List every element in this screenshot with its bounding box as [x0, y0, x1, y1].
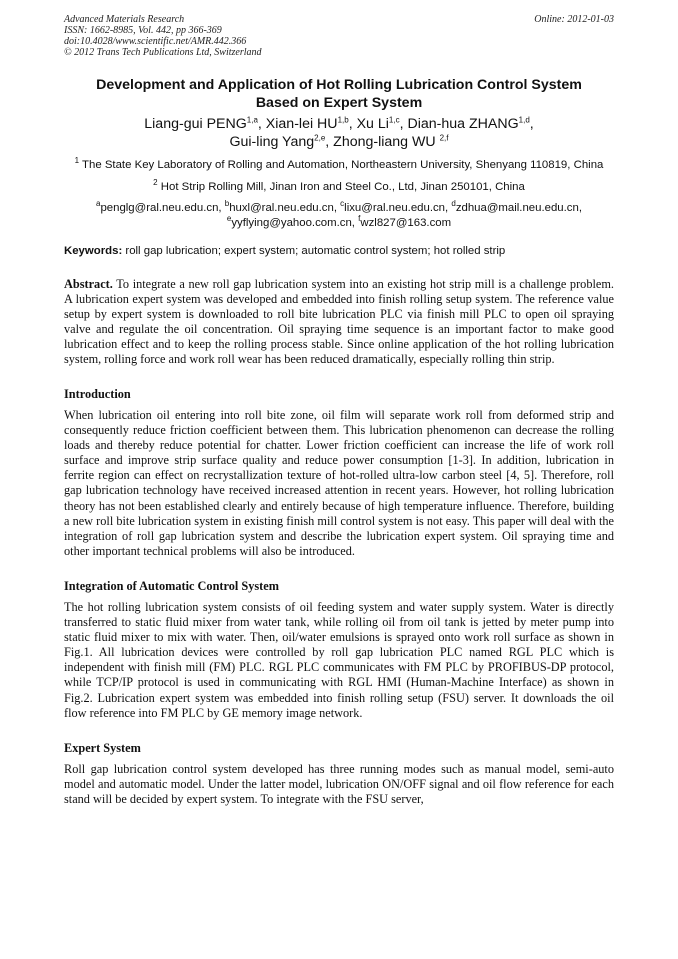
email-link[interactable]: yyflying@yahoo.com.cn, — [231, 217, 359, 229]
email-sup: f — [358, 214, 361, 224]
author-sup: 1,a — [246, 115, 258, 125]
author-name: Gui-ling Yang — [229, 134, 315, 150]
affiliation-text: Hot Strip Rolling Mill, Jinan Iron and Steel Co., Ltd, Jinan 250101, China — [157, 181, 525, 193]
author-sup: 2,e — [314, 133, 326, 143]
email-link[interactable]: penglg@ral.neu.edu.cn, — [100, 202, 225, 214]
author-sup: 1,c — [388, 115, 400, 125]
abstract-label: Abstract. — [64, 277, 113, 291]
keywords-label: Keywords: — [64, 245, 123, 257]
author-sup: 1,d — [518, 115, 530, 125]
author-name: Liang-gui PENG — [144, 116, 247, 132]
affiliation-text: The State Key Laboratory of Rolling and Automation, Northeastern University, Shenyang 110819, China — [79, 159, 604, 171]
email-sup: d — [451, 199, 456, 209]
email-list — [64, 201, 614, 231]
author-sup: 2,f — [439, 133, 449, 143]
author-name: , Xu Li — [348, 116, 389, 132]
section-body-expert-system: Roll gap lubrication control system developed has three running modes such as manual model, semi-auto model and automatic model. Under the latter model, lubrication ON/OFF signal and oil flow reference for each stand will be decided by expert system. To integrate with the FSU server, — [64, 761, 614, 806]
journal-header — [64, 14, 614, 58]
author-line-1 — [64, 115, 614, 133]
author-list — [64, 115, 614, 151]
online-date: Online: 2012-01-03 — [534, 14, 614, 25]
author-separator: , — [529, 116, 534, 132]
author-name: , Zhong-liang WU — [325, 134, 440, 150]
email-link[interactable]: wzl827@163.com — [360, 217, 452, 229]
email-link[interactable]: lixu@ral.neu.edu.cn, — [344, 202, 452, 214]
email-sup: a — [95, 199, 101, 209]
affiliation-2 — [64, 180, 614, 195]
section-heading-expert-system: Expert System — [64, 740, 141, 755]
keywords-text: roll gap lubrication; expert system; automatic control system; hot rolled strip — [122, 245, 506, 257]
affiliation-1 — [64, 158, 614, 173]
email-sup: e — [226, 214, 232, 224]
author-sup: 1,b — [337, 115, 349, 125]
author-line-2 — [64, 133, 614, 151]
author-name: , Dian-hua ZHANG — [399, 116, 519, 132]
keywords — [64, 244, 614, 259]
journal-copyright: © 2012 Trans Tech Publications Ltd, Switzerland — [64, 47, 262, 58]
affiliation-sup: 2 — [153, 178, 158, 188]
email-line-2 — [64, 216, 614, 231]
title-line-1: Development and Application of Hot Rolling Lubrication Control System — [96, 77, 582, 93]
paper-page — [64, 14, 614, 807]
email-sup: c — [340, 199, 345, 209]
journal-name: Advanced Materials Research — [64, 14, 185, 25]
email-link[interactable]: huxl@ral.neu.edu.cn, — [229, 202, 341, 214]
email-link[interactable]: zdhua@mail.neu.edu.cn, — [455, 202, 582, 214]
title-line-2: Based on Expert System — [255, 95, 423, 111]
section-body-integration: The hot rolling lubrication system consists of oil feeding system and water supply system. Water is directly transferred to static fluid mixer from water tank, while rolling oil from oil tank is jetted by meter pump into static fluid mixer to mix with water. Then, oil/water emulsions is sprayed onto work roll surface as shown in Fig.1. All lubrication devices were controlled by roll gap lubrication PLC named RGL PLC which is independent with finish mill (FM) PLC. RGL PLC communicates with FM PLC by PROFIBUS-DP protocol, while TCP/IP protocol is used in communicating with RGL HMI (Human-Machine Interface) as shown in Fig.2. Lubrication expert system was embedded into finish rolling setup (FSU) server. It downloads the oil flow reference into FM PLC by GE memory image network. — [64, 599, 614, 720]
abstract — [64, 277, 614, 367]
journal-doi: doi:10.4028/www.scientific.net/AMR.442.366 — [64, 36, 247, 47]
affiliation-sup: 1 — [74, 156, 80, 166]
author-name: , Xian-lei HU — [257, 116, 338, 132]
paper-title — [64, 76, 614, 112]
abstract-text: To integrate a new roll gap lubrication system into an existing hot strip mill is a challenge problem. A lubrication expert system was developed and embedded into finish rolling setup system. The reference value setup by expert system is downloaded to roll bite lubrication PLC via finish mill PLC to open oil spraying valve and regulate the oil concentration. Oil spraying time sequence is an important factor to make good lubrication effect and to keep the rolling process stable. Since online application of the hot rolling lubrication system, rolling force and work roll wear has been reduced dramatically, especially rolling thin strip. — [64, 277, 614, 366]
section-body-introduction: When lubrication oil entering into roll bite zone, oil film will separate work roll from deformed strip and consequently reduce friction coefficient between them. This lubrication phenomenon can decrease the rolling loads and thereby reduce potential for chatter. Lower friction coefficient can increase the life of work roll surface and improve strip surface quality and reduce power consumption [1-3]. In addition, lubrication in ferrite region can effect on recrystallization texture of hot-rolled ultra-low carbon steel [4, 5]. Therefore, roll gap lubrication technology have received increased attention in recent years. However, hot rolling lubrication theory has not been established clearly and entirely because of high temperature influence. Therefore, building a new roll bite lubrication system in existing finish mill control system is not easy. This paper will deal with the integration of roll gap lubrication system and describe the lubrication expert system. Oil spraying time and other important technical problems will also be introduced. — [64, 408, 614, 558]
email-sup: b — [224, 199, 230, 209]
journal-issn: ISSN: 1662-8985, Vol. 442, pp 366-369 — [64, 25, 222, 36]
section-heading-integration: Integration of Automatic Control System — [64, 578, 279, 593]
section-heading-introduction: Introduction — [64, 387, 131, 401]
email-line-1 — [64, 201, 614, 216]
